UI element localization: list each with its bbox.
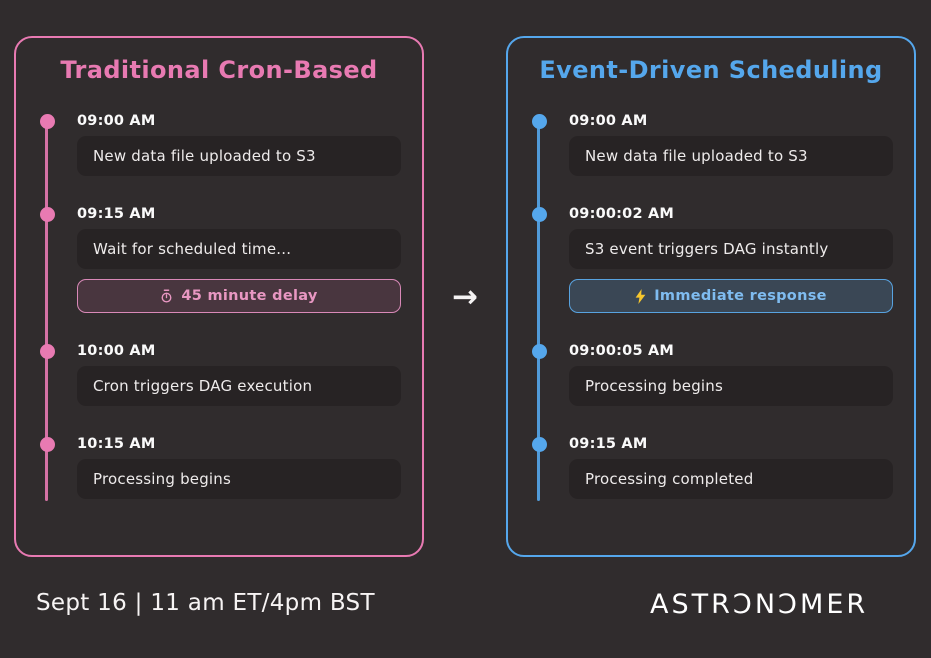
timeline-dot	[40, 114, 55, 129]
timeline-entry	[569, 113, 893, 176]
timeline-entry	[77, 206, 401, 269]
timeline-dot	[532, 207, 547, 222]
panel-title-cron: Traditional Cron-Based	[60, 56, 378, 84]
timeline-dot	[40, 207, 55, 222]
event-card: New data file uploaded to S3	[77, 136, 401, 176]
event-time: 10:00 AM	[77, 343, 156, 359]
transition-arrow-icon: →	[452, 279, 478, 315]
panel-traditional-cron	[14, 36, 424, 557]
panel-event-driven	[506, 36, 916, 557]
timeline-dot	[532, 114, 547, 129]
event-card: Processing begins	[569, 366, 893, 406]
event-time: 09:00:05 AM	[569, 343, 675, 359]
event-card: Wait for scheduled time...	[77, 229, 401, 269]
timeline-entry	[77, 343, 401, 406]
footer-date: Sept 16 | 11 am ET/4pm BST	[36, 590, 375, 616]
event-time: 09:00 AM	[77, 113, 156, 129]
event-card: S3 event triggers DAG instantly	[569, 229, 893, 269]
badge-label: Immediate response	[654, 288, 827, 304]
astronomer-logo: ASTRƆNƆMER	[650, 589, 869, 620]
event-time: 09:00 AM	[569, 113, 648, 129]
lightning-icon	[635, 289, 646, 304]
timeline-dot	[40, 437, 55, 452]
delay-badge	[77, 279, 401, 313]
timeline-entries-cron	[77, 113, 401, 499]
event-time: 09:15 AM	[569, 436, 648, 452]
timeline-entry	[569, 436, 893, 499]
event-time: 09:00:02 AM	[569, 206, 675, 222]
panel-title-event-driven: Event-Driven Scheduling	[539, 56, 883, 84]
event-card: Processing begins	[77, 459, 401, 499]
timeline-dot	[40, 344, 55, 359]
event-card: Cron triggers DAG execution	[77, 366, 401, 406]
timeline-dot	[532, 344, 547, 359]
event-time: 10:15 AM	[77, 436, 156, 452]
timeline-entry	[569, 343, 893, 406]
event-time: 09:15 AM	[77, 206, 156, 222]
timeline-entry	[77, 436, 401, 499]
badge-label: 45 minute delay	[181, 288, 318, 304]
stopwatch-icon	[160, 289, 173, 303]
event-card: New data file uploaded to S3	[569, 136, 893, 176]
event-card: Processing completed	[569, 459, 893, 499]
timeline-dot	[532, 437, 547, 452]
immediate-response-badge	[569, 279, 893, 313]
timeline-entry	[569, 206, 893, 269]
timeline-entry	[77, 113, 401, 176]
timeline-entries-event-driven	[569, 113, 893, 499]
